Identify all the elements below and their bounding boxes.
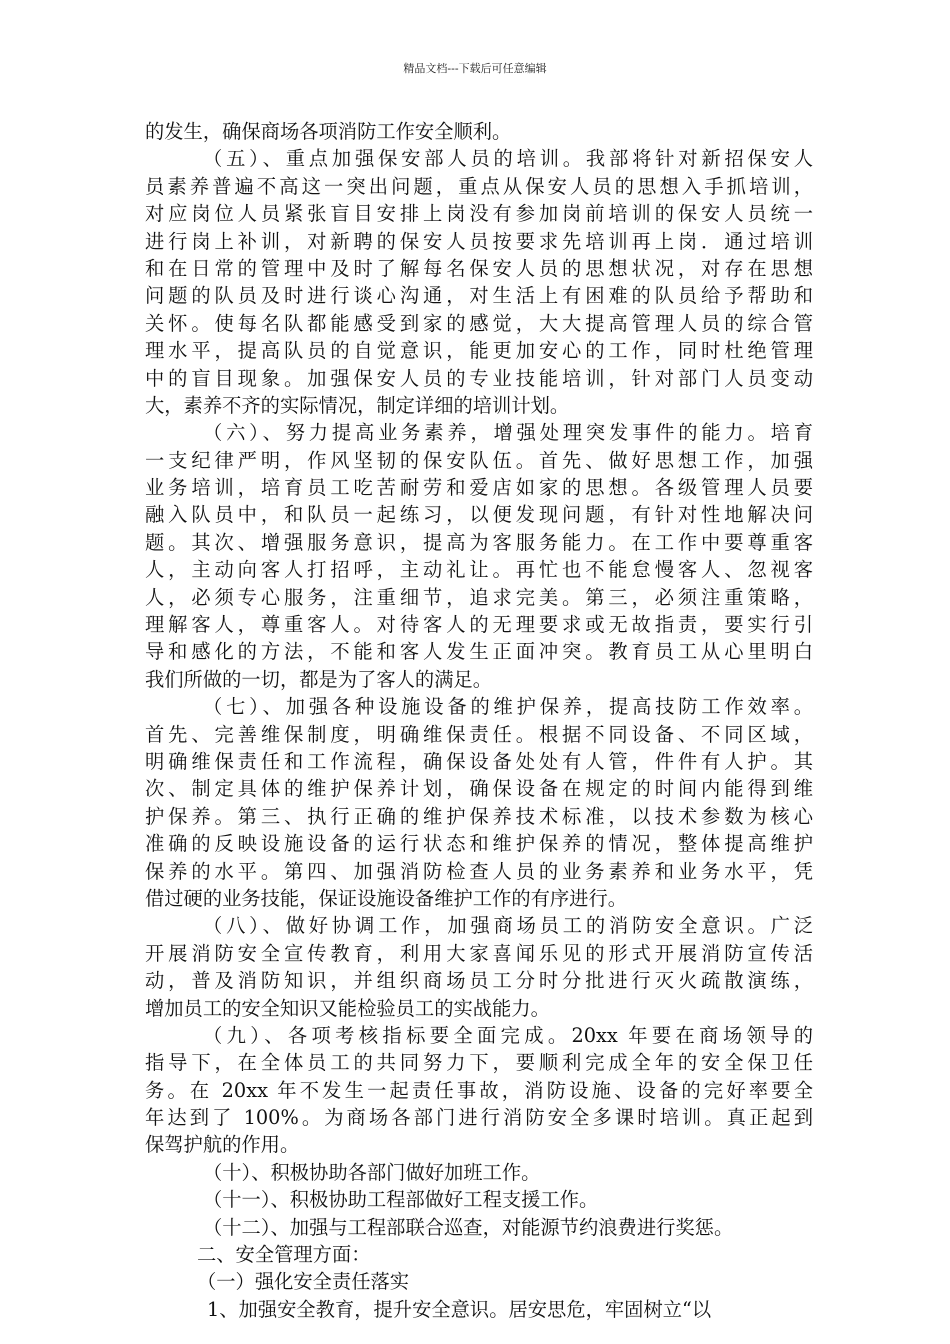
paragraph-line: 保驾护航的作用。 (145, 1133, 300, 1157)
paragraph-line: 次、制定具体的维护保养计划，确保设备在规定的时间内能得到维 (145, 777, 813, 801)
document-body (145, 118, 813, 1323)
paragraph-line: 导和感化的方法，不能和客人发生正面冲突。教育员工从心里明白 (145, 640, 813, 664)
paragraph-line: 人，必须专心服务，注重细节，追求完美。第三，必须注重策略， (145, 585, 813, 609)
paragraph-line: （十二）、加强与工程部联合巡查，对能源节约浪费进行奖惩。 (203, 1215, 734, 1239)
paragraph-line: 关怀。使每名队都能感受到家的感觉，大大提高管理人员的综合管 (145, 311, 813, 335)
paragraph-line: 的发生，确保商场各项消防工作安全顺利。 (145, 120, 512, 143)
paragraph-line: 明确维保责任和工作流程，确保设备处处有人管，件件有人护。其 (145, 749, 813, 773)
paragraph-line: 年达到了 100%。为商场各部门进行消防安全多课时培训。真正起到 (145, 1106, 813, 1130)
paragraph-line: 增加员工的安全知识又能检验员工的实战能力。 (145, 996, 550, 1020)
paragraph-line: （九）、各项考核指标要全面完成。20xx 年要在商场领导的 (203, 1023, 813, 1047)
paragraph-line: 准确的反映设施设备的运行状态和维护保养的情况，整体提高维护 (145, 832, 813, 856)
paragraph-line: 题。其次、增强服务意识，提高为客服务能力。在工作中要尊重客 (145, 530, 813, 554)
paragraph-line: 融入队员中，和队员一起练习，以便发现问题，有针对性地解决问 (145, 503, 813, 527)
paragraph-line: 对应岗位人员紧张盲目安排上岗没有参加岗前培训的保安人员统一 (145, 202, 813, 226)
page-header: 精品文档---下载后可任意编辑 (403, 62, 547, 75)
paragraph-line: 理水平，提高队员的自觉意识，能更加安心的工作，同时杜绝管理 (145, 339, 813, 363)
paragraph-line: 中的盲目现象。加强保安人员的专业技能培训，针对部门人员变动 (145, 366, 813, 390)
paragraph-line: 1、加强安全教育，提升安全意识。居安思危，牢固树立“以 (207, 1297, 712, 1321)
paragraph-line: 开展消防安全宣传教育，利用大家喜闻乐见的形式开展消防宣传活 (145, 941, 813, 965)
paragraph-line: 首先、完善维保制度，明确维保责任。根据不同设备、不同区域， (145, 722, 813, 746)
paragraph-line: 和在日常的管理中及时了解每名保安人员的思想状况，对存在思想 (145, 256, 813, 280)
paragraph-line: 指导下，在全体员工的共同努力下，要顺利完成全年的安全保卫任 (145, 1051, 813, 1075)
section-heading: 二、安全管理方面： (197, 1243, 371, 1267)
paragraph-line: （七）、加强各种设施设备的维护保养，提高技防工作效率。 (203, 695, 813, 719)
paragraph-line: 护保养。第三、执行正确的维护保养技术标准，以技术参数为核心 (145, 804, 813, 828)
paragraph-line: （八）、做好协调工作，加强商场员工的消防安全意识。广泛 (203, 914, 813, 938)
paragraph-line: 业务培训，培育员工吃苦耐劳和爱店如家的思想。各级管理人员要 (145, 476, 813, 500)
paragraph-line: 大，素养不齐的实际情况，制定详细的培训计划。 (145, 393, 570, 417)
paragraph-line: （十）、积极协助各部门做好加班工作。 (203, 1160, 541, 1184)
paragraph-line: 务。在 20xx 年不发生一起责任事故，消防设施、设备的完好率要全 (145, 1078, 813, 1102)
paragraph-line: （十一）、积极协助工程部做好工程支援工作。 (203, 1188, 599, 1212)
paragraph-line: 一支纪律严明，作风坚韧的保安队伍。首先、做好思想工作，加强 (145, 448, 813, 472)
paragraph-line: 借过硬的业务技能，保证设施设备维护工作的有序进行。 (145, 886, 628, 910)
paragraph-line: 人，主动向客人打招呼，主动礼让。再忙也不能怠慢客人、忽视客 (145, 558, 813, 582)
paragraph-line: 理解客人，尊重客人。对待客人的无理要求或无故指责，要实行引 (145, 613, 813, 637)
paragraph-line: （五）、重点加强保安部人员的培训。我部将针对新招保安人 (203, 147, 813, 171)
paragraph-line: 进行岗上补训，对新聘的保安人员按要求先培训再上岗．通过培训 (145, 229, 813, 253)
paragraph-line: 保养的水平。第四、加强消防检查人员的业务素养和业务水平，凭 (145, 859, 813, 883)
paragraph-line: 动，普及消防知识，并组织商场员工分时分批进行灭火疏散演练， (145, 969, 813, 993)
subsection-heading: （一）强化安全责任落实 (197, 1270, 410, 1294)
paragraph-line: 我们所做的一切，都是为了客人的满足。 (145, 667, 493, 691)
paragraph-line: 问题的队员及时进行谈心沟通，对生活上有困难的队员给予帮助和 (145, 284, 813, 308)
paragraph-line: （六）、努力提高业务素养，增强处理突发事件的能力。培育 (203, 421, 813, 445)
paragraph-line: 员素养普遍不高这一突出问题，重点从保安人员的思想入手抓培训， (145, 174, 813, 198)
